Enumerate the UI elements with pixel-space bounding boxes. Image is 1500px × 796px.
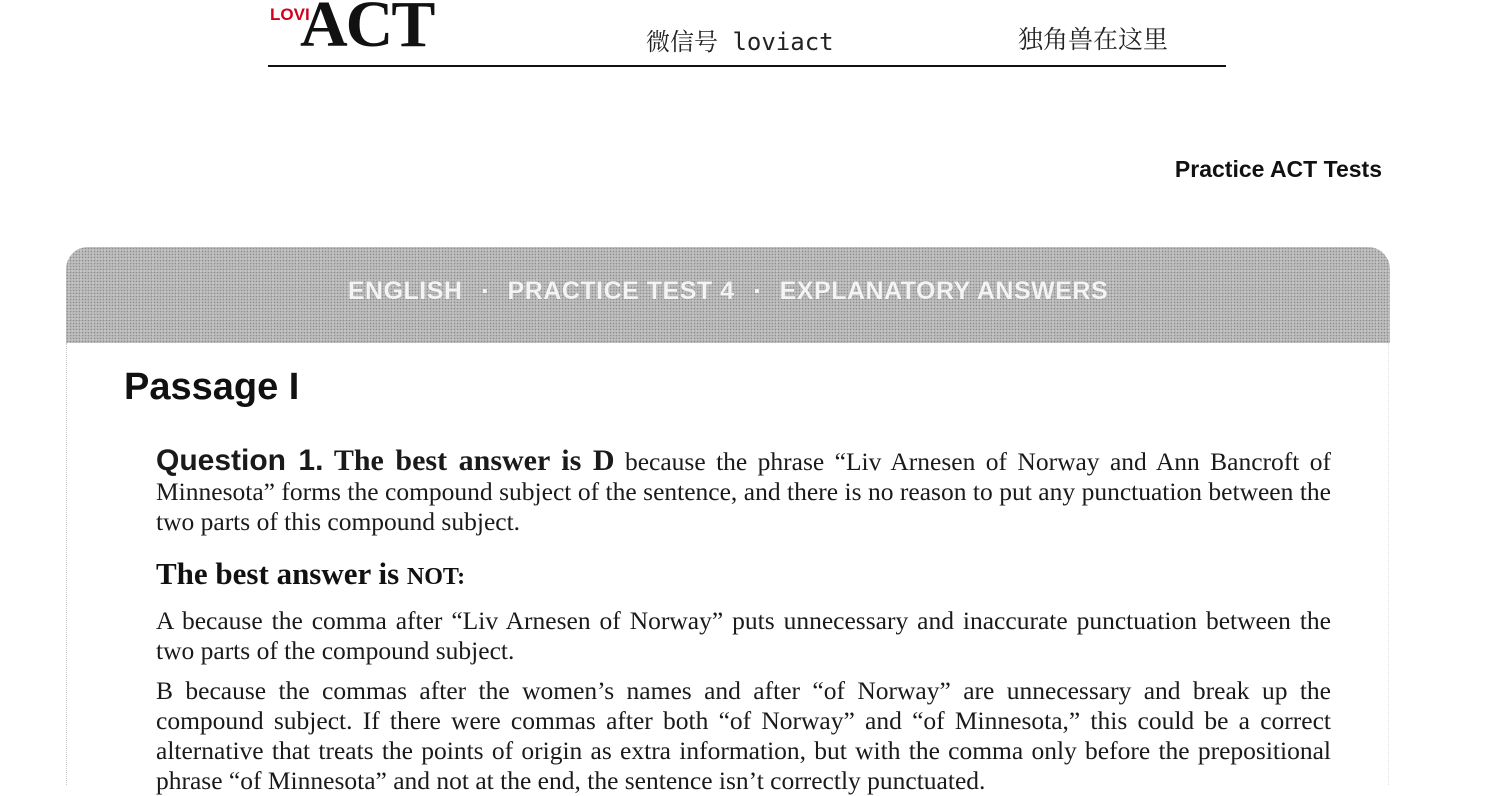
choice-text: because the commas after the women’s names and after “of Norway” are unnecessary and break up the compound subject. If there were commas after both “of Norway” and “of Minnesota,” this could be a correct alternative that treats the points of origin as extra information, but with the comma only before the prepositional phrase “of Minnesota” and not at the end, the sentence isn’t correctly punctuated. [156,676,1332,795]
page-edge-left [66,343,67,785]
page-edge-right [1388,343,1389,785]
banner-title [66,277,1390,306]
choice-a [156,606,1331,666]
banner-section: EXPLANATORY ANSWERS [779,277,1109,305]
choice-letter: A [156,606,174,635]
section-banner [66,247,1390,343]
header-slogan: 独角兽在这里 [1018,25,1169,54]
choice-text: because the comma after “Liv Arnesen of Norway” puts unnecessary and inaccurate punctuation between the two parts of the compound subject. [156,606,1331,665]
choice-letter: B [156,676,174,705]
passage-title: Passage I [124,366,300,408]
question-explanation: because the phrase “Liv Arnesen of Norway and Ann Bancroft of Minnesota” forms the compound subject of the sentence, and there is no reason to put any punctuation between the two parts of this compound subject. [156,447,1332,536]
banner-separator: ▪ [753,283,761,300]
banner-subject: ENGLISH [347,277,463,305]
not-heading [156,556,465,592]
banner-test: PRACTICE TEST 4 [507,277,735,305]
question-1-explanation [156,446,1331,537]
question-label: Question 1. [156,444,324,477]
header-divider [268,65,1226,67]
choice-b [156,676,1331,796]
acts-logo [270,0,434,61]
logo-prefix: LOVI [270,5,310,24]
banner-separator: ▪ [481,283,489,300]
running-head: Practice ACT Tests [1174,156,1382,182]
not-heading-prefix: The best answer is [156,556,400,591]
logo-text: ACT [300,0,434,61]
not-heading-not: NOT: [406,564,466,590]
best-answer: The best answer is D [333,444,615,477]
wechat-id: 微信号 loviact [646,28,834,56]
